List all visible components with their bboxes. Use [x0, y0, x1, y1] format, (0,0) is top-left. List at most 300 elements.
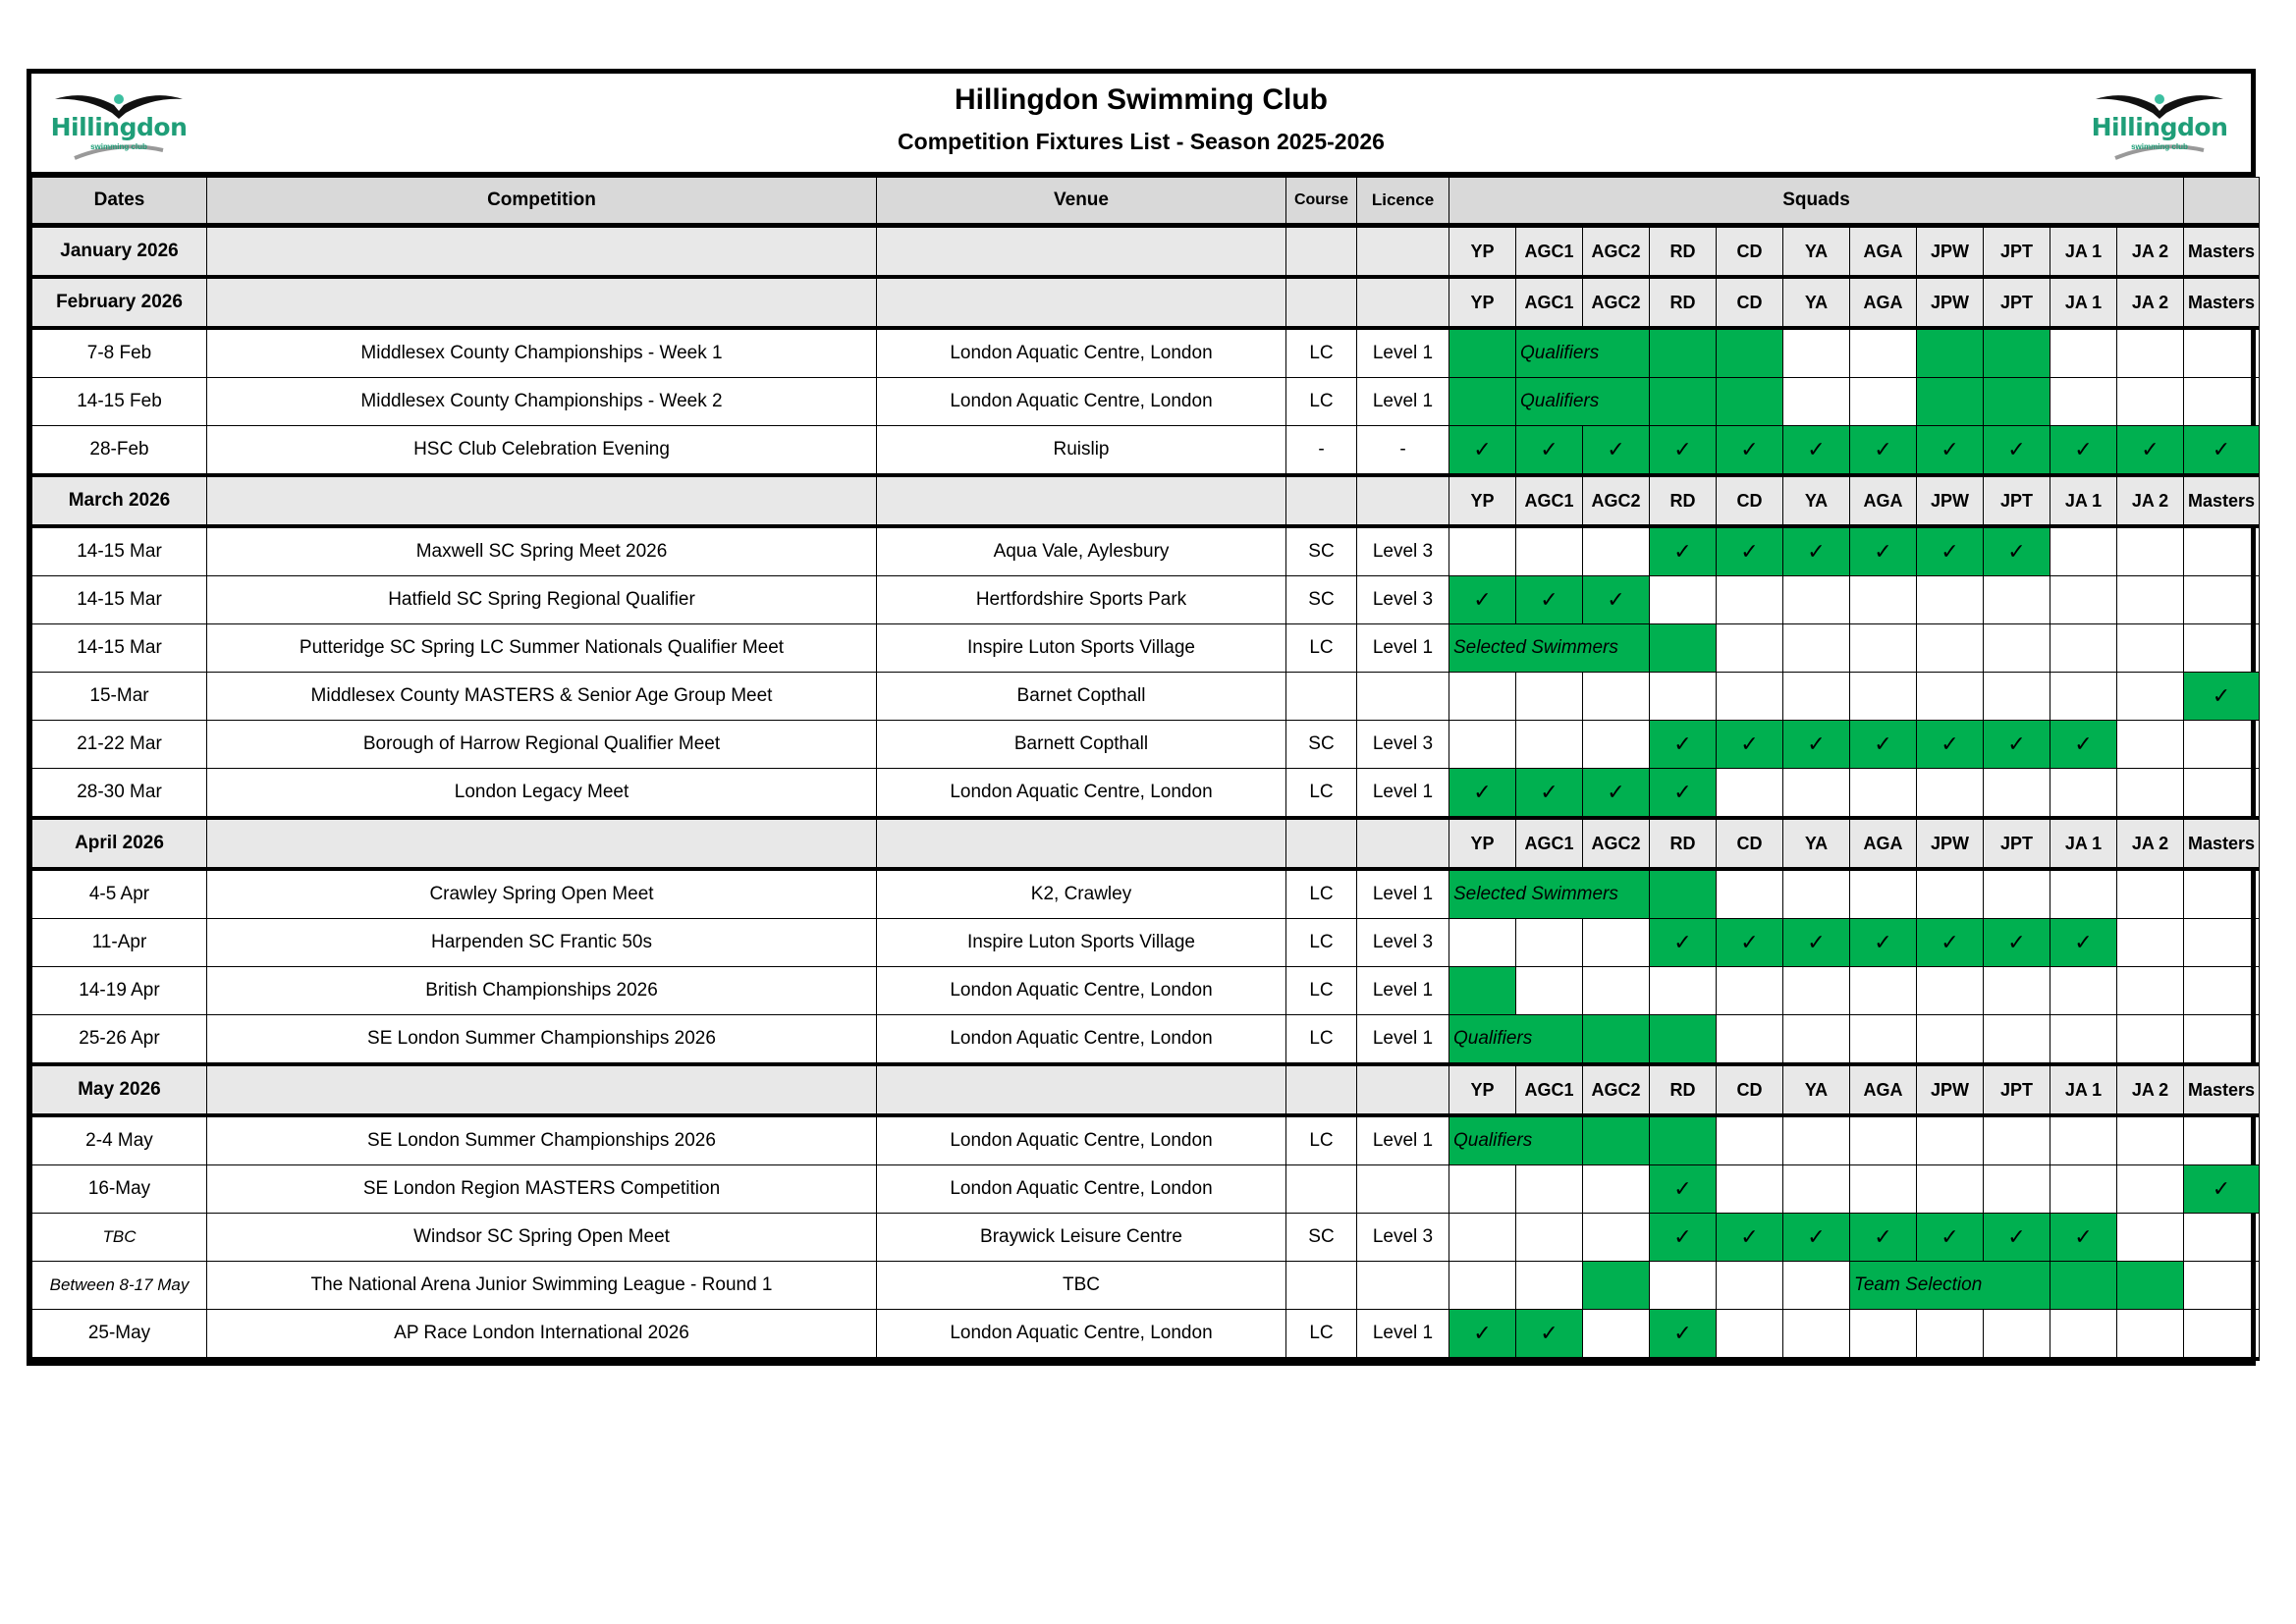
checkmark-icon: ✓: [2141, 437, 2159, 461]
squad-label-jpw: JPW: [1917, 226, 1984, 278]
squad-cell-rd-selected: [1650, 919, 1717, 967]
fixture-course: [1286, 1165, 1357, 1214]
squad-label-ya: YA: [1783, 226, 1850, 278]
fixture-competition: SE London Summer Championships 2026: [207, 1015, 877, 1065]
fixture-dates: 14-19 Apr: [32, 967, 207, 1015]
squad-cell-ja-2: [2117, 1015, 2184, 1065]
fixture-licence: Level 3: [1357, 576, 1449, 624]
squad-cell-rd-selected: [1650, 721, 1717, 769]
squad-cell-aga: [1850, 869, 1917, 919]
checkmark-icon: ✓: [1473, 437, 1492, 461]
checkmark-icon: ✓: [2007, 437, 2026, 461]
fixture-competition: AP Race London International 2026: [207, 1310, 877, 1360]
squad-cell-cd: [1717, 576, 1783, 624]
squad-label-rd: RD: [1650, 277, 1717, 328]
squad-label-aga: AGA: [1850, 226, 1917, 278]
squad-cell-ya: [1783, 769, 1850, 819]
squad-label-ja-1: JA 1: [2050, 1064, 2117, 1115]
fixture-licence: Level 1: [1357, 1310, 1449, 1360]
fixture-licence: Level 1: [1357, 1115, 1449, 1165]
squad-cell-masters: [2184, 967, 2260, 1015]
month-blank-cell: [1286, 818, 1357, 869]
squad-cell-jpw: [1917, 1165, 1984, 1214]
fixture-venue: Barnett Copthall: [877, 721, 1286, 769]
month-blank-cell: [207, 475, 877, 526]
fixture-row: [32, 526, 2260, 576]
squad-label-rd: RD: [1650, 818, 1717, 869]
fixture-competition: Middlesex County MASTERS & Senior Age Group Meet: [207, 673, 877, 721]
squad-cell-ja-1-selected: [2050, 721, 2117, 769]
squad-cell-jpw-selected: [1917, 328, 1984, 378]
squad-cell-aga: [1850, 1015, 1917, 1065]
checkmark-icon: ✓: [1807, 731, 1826, 756]
header-venue: Venue: [877, 178, 1286, 226]
squad-cell-masters: [2184, 1310, 2260, 1360]
squad-cell-ya: [1783, 1015, 1850, 1065]
squad-cell-rd-selected: [1650, 526, 1717, 576]
squad-cell-masters: [2184, 769, 2260, 819]
checkmark-icon: ✓: [2007, 539, 2026, 564]
squad-cell-ja-1: [2050, 1015, 2117, 1065]
squad-cell-yp: [1449, 919, 1516, 967]
squad-cell-yp: [1449, 1262, 1516, 1310]
squad-label-agc2: AGC2: [1583, 226, 1650, 278]
header-course: Course: [1286, 178, 1357, 226]
checkmark-icon: ✓: [1540, 1321, 1558, 1345]
squad-label-agc1: AGC1: [1516, 475, 1583, 526]
fixture-course: LC: [1286, 919, 1357, 967]
squad-label-jpw: JPW: [1917, 277, 1984, 328]
squad-cell-masters-selected: [2184, 426, 2260, 476]
fixture-licence: Level 1: [1357, 769, 1449, 819]
squad-cell-agc1-selected: [1516, 769, 1583, 819]
fixture-dates: 25-26 Apr: [32, 1015, 207, 1065]
squad-cell-agc2-selected: [1583, 1015, 1650, 1065]
month-blank-cell: [1357, 226, 1449, 278]
squad-cell-jpt: [1984, 769, 2050, 819]
squad-label-jpw: JPW: [1917, 818, 1984, 869]
squad-cell-ya: [1783, 624, 1850, 673]
squad-label-yp: YP: [1449, 818, 1516, 869]
squad-cell-ja-1-selected: [2050, 1262, 2117, 1310]
squad-cell-rd-selected: [1650, 624, 1717, 673]
squad-cell-rd: [1650, 673, 1717, 721]
squad-cell-aga-selected: [1850, 526, 1917, 576]
fixture-competition: Middlesex County Championships - Week 1: [207, 328, 877, 378]
month-header-row: [32, 226, 2260, 278]
squad-cell-cd-selected: [1717, 526, 1783, 576]
squad-cell-jpw: [1917, 1115, 1984, 1165]
fixture-dates: 14-15 Mar: [32, 624, 207, 673]
month-blank-cell: [207, 818, 877, 869]
checkmark-icon: ✓: [1807, 437, 1826, 461]
checkmark-icon: ✓: [1673, 437, 1692, 461]
squad-label-aga: AGA: [1850, 818, 1917, 869]
squad-cell-masters: [2184, 1015, 2260, 1065]
squad-cell-ya-selected: [1783, 526, 1850, 576]
squad-cell-ja-2: [2117, 576, 2184, 624]
squad-cell-jpt: [1984, 869, 2050, 919]
squad-cell-ya: [1783, 328, 1850, 378]
fixture-venue: Inspire Luton Sports Village: [877, 919, 1286, 967]
squad-label-rd: RD: [1650, 1064, 1717, 1115]
fixture-competition: Borough of Harrow Regional Qualifier Meet: [207, 721, 877, 769]
squad-cell-aga-selected: [1850, 919, 1917, 967]
squad-note-text: Qualifiers: [1453, 1028, 1533, 1049]
month-blank-cell: [1357, 818, 1449, 869]
squad-cell-jpw-selected: [1917, 919, 1984, 967]
checkmark-icon: ✓: [2212, 437, 2231, 461]
squad-cell-agc1-selected: [1516, 1310, 1583, 1360]
squad-cell-aga-selected: [1850, 426, 1917, 476]
checkmark-icon: ✓: [1607, 587, 1625, 612]
squad-cell-cd: [1717, 1115, 1783, 1165]
squad-cell-rd-selected: [1650, 1214, 1717, 1262]
fixture-dates: 14-15 Mar: [32, 526, 207, 576]
squad-cell-yp-selected: [1449, 378, 1516, 426]
squad-note-text: Selected Swimmers: [1453, 637, 1618, 658]
squad-cell-aga-selected: [1850, 721, 1917, 769]
fixture-licence: -: [1357, 426, 1449, 476]
squad-cell-rd-selected: [1650, 328, 1717, 378]
fixture-licence: Level 3: [1357, 1214, 1449, 1262]
squad-cell-jpw: [1917, 967, 1984, 1015]
squad-cell-masters: [2184, 721, 2260, 769]
squad-cell-rd-selected: [1650, 769, 1717, 819]
squad-cell-agc2-selected: [1583, 576, 1650, 624]
fixture-row: [32, 328, 2260, 378]
squad-cell-yp: [1449, 673, 1516, 721]
squad-cell-masters: [2184, 624, 2260, 673]
checkmark-icon: ✓: [1673, 1321, 1692, 1345]
fixture-dates: TBC: [32, 1214, 207, 1262]
squad-cell-ja-2: [2117, 869, 2184, 919]
fixture-dates: 21-22 Mar: [32, 721, 207, 769]
checkmark-icon: ✓: [1807, 1224, 1826, 1249]
fixture-competition: Maxwell SC Spring Meet 2026: [207, 526, 877, 576]
squad-cell-ya: [1783, 869, 1850, 919]
squad-cell-rd-selected: [1650, 1115, 1717, 1165]
squad-cell-ya-selected: [1783, 919, 1850, 967]
squad-cell-aga: [1850, 378, 1917, 426]
fixture-competition: Hatfield SC Spring Regional Qualifier: [207, 576, 877, 624]
squad-note-text: Team Selection: [1854, 1274, 1983, 1295]
checkmark-icon: ✓: [1941, 437, 1959, 461]
squad-note-text: Selected Swimmers: [1453, 884, 1618, 904]
checkmark-icon: ✓: [1874, 731, 1892, 756]
squad-cell-agc2-selected: [1583, 426, 1650, 476]
squad-cell-aga-selected: [1850, 1214, 1917, 1262]
squad-cell-cd-selected: [1717, 1214, 1783, 1262]
fixture-venue: Hertfordshire Sports Park: [877, 576, 1286, 624]
squad-cell-jpw-selected: [1917, 426, 1984, 476]
squad-label-yp: YP: [1449, 1064, 1516, 1115]
fixture-course: LC: [1286, 378, 1357, 426]
squad-cell-ja-1-selected: [2050, 426, 2117, 476]
month-blank-cell: [1286, 226, 1357, 278]
month-blank-cell: [207, 277, 877, 328]
squad-cell-ya: [1783, 673, 1850, 721]
squad-cell-rd: [1650, 576, 1717, 624]
squad-note-cell: [1449, 1115, 1583, 1165]
squad-cell-agc2-selected: [1583, 1262, 1650, 1310]
squad-label-agc1: AGC1: [1516, 226, 1583, 278]
squad-cell-ja-1: [2050, 576, 2117, 624]
squad-cell-jpt: [1984, 1310, 2050, 1360]
fixture-row: [32, 769, 2260, 819]
squad-cell-agc1: [1516, 673, 1583, 721]
month-label: April 2026: [32, 818, 207, 869]
fixture-competition: Middlesex County Championships - Week 2: [207, 378, 877, 426]
squad-cell-masters: [2184, 1262, 2260, 1310]
squad-cell-yp-selected: [1449, 426, 1516, 476]
squad-cell-yp: [1449, 526, 1516, 576]
checkmark-icon: ✓: [1673, 731, 1692, 756]
checkmark-icon: ✓: [1807, 539, 1826, 564]
squad-cell-jpt: [1984, 673, 2050, 721]
fixture-venue: London Aquatic Centre, London: [877, 1310, 1286, 1360]
squad-cell-ja-2-selected: [2117, 426, 2184, 476]
squad-cell-masters: [2184, 919, 2260, 967]
squad-cell-ja-1: [2050, 1165, 2117, 1214]
squad-cell-ja-1: [2050, 673, 2117, 721]
fixture-licence: Level 3: [1357, 919, 1449, 967]
squad-label-masters: Masters: [2184, 226, 2260, 278]
squad-cell-ya: [1783, 1262, 1850, 1310]
fixture-competition: HSC Club Celebration Evening: [207, 426, 877, 476]
squad-cell-masters-selected: [2184, 1165, 2260, 1214]
squad-label-ya: YA: [1783, 277, 1850, 328]
checkmark-icon: ✓: [1740, 1224, 1759, 1249]
squad-cell-jpt-selected: [1984, 721, 2050, 769]
squad-cell-yp-selected: [1449, 967, 1516, 1015]
squad-label-ya: YA: [1783, 818, 1850, 869]
fixture-row: [32, 1015, 2260, 1065]
checkmark-icon: ✓: [1473, 1321, 1492, 1345]
club-logo-right: [2086, 85, 2233, 164]
squad-label-ja-1: JA 1: [2050, 277, 2117, 328]
checkmark-icon: ✓: [2074, 731, 2093, 756]
logo-wordmark: Hillingdon: [2091, 113, 2228, 141]
squad-label-jpt: JPT: [1984, 1064, 2050, 1115]
squad-label-yp: YP: [1449, 475, 1516, 526]
squad-cell-agc1-selected: [1516, 426, 1583, 476]
squad-cell-masters: [2184, 1214, 2260, 1262]
checkmark-icon: ✓: [1540, 437, 1558, 461]
page-subtitle: Competition Fixtures List - Season 2025-2026: [898, 129, 1385, 154]
squad-cell-jpt-selected: [1984, 1214, 2050, 1262]
squad-label-ja-2: JA 2: [2117, 226, 2184, 278]
month-blank-cell: [1286, 1064, 1357, 1115]
fixture-competition: British Championships 2026: [207, 967, 877, 1015]
squad-cell-ya-selected: [1783, 1214, 1850, 1262]
squad-cell-ja-2: [2117, 919, 2184, 967]
squad-cell-ja-2: [2117, 1310, 2184, 1360]
squad-label-agc1: AGC1: [1516, 1064, 1583, 1115]
checkmark-icon: ✓: [1540, 780, 1558, 804]
squad-note-text: Qualifiers: [1520, 343, 1600, 363]
header-competition: Competition: [207, 178, 877, 226]
month-blank-cell: [1357, 1064, 1449, 1115]
squad-cell-rd: [1650, 967, 1717, 1015]
squad-label-rd: RD: [1650, 475, 1717, 526]
squad-cell-yp: [1449, 1214, 1516, 1262]
squad-cell-aga: [1850, 967, 1917, 1015]
fixture-dates: 28-30 Mar: [32, 769, 207, 819]
table-header-row: [32, 178, 2260, 226]
squad-cell-jpw: [1917, 769, 1984, 819]
squad-cell-cd-selected: [1717, 328, 1783, 378]
squad-label-agc1: AGC1: [1516, 818, 1583, 869]
fixture-licence: [1357, 673, 1449, 721]
checkmark-icon: ✓: [2007, 731, 2026, 756]
squad-cell-jpt: [1984, 1165, 2050, 1214]
fixture-row: [32, 1115, 2260, 1165]
squad-label-jpw: JPW: [1917, 475, 1984, 526]
squad-cell-aga: [1850, 769, 1917, 819]
squad-cell-agc2: [1583, 919, 1650, 967]
fixture-venue: Barnet Copthall: [877, 673, 1286, 721]
checkmark-icon: ✓: [1941, 1224, 1959, 1249]
fixture-row: [32, 1214, 2260, 1262]
fixture-course: [1286, 673, 1357, 721]
fixture-course: LC: [1286, 328, 1357, 378]
squad-cell-cd-selected: [1717, 426, 1783, 476]
fixture-licence: Level 3: [1357, 526, 1449, 576]
squad-cell-masters: [2184, 869, 2260, 919]
squad-label-aga: AGA: [1850, 475, 1917, 526]
fixture-licence: Level 1: [1357, 869, 1449, 919]
squad-cell-masters: [2184, 378, 2260, 426]
squad-cell-masters: [2184, 526, 2260, 576]
squad-cell-ja-1: [2050, 624, 2117, 673]
fixture-venue: Braywick Leisure Centre: [877, 1214, 1286, 1262]
checkmark-icon: ✓: [1807, 930, 1826, 954]
squad-label-cd: CD: [1717, 277, 1783, 328]
checkmark-icon: ✓: [1874, 930, 1892, 954]
squad-cell-aga: [1850, 1165, 1917, 1214]
squad-cell-aga: [1850, 1310, 1917, 1360]
title-block: [31, 74, 2251, 177]
squad-label-rd: RD: [1650, 226, 1717, 278]
squad-cell-agc2: [1583, 1310, 1650, 1360]
fixture-licence: Level 3: [1357, 721, 1449, 769]
squad-label-ja-1: JA 1: [2050, 818, 2117, 869]
fixture-competition: Putteridge SC Spring LC Summer Nationals Qualifier Meet: [207, 624, 877, 673]
squad-cell-ja-1: [2050, 1310, 2117, 1360]
squad-cell-aga: [1850, 1115, 1917, 1165]
squad-label-jpt: JPT: [1984, 277, 2050, 328]
squad-label-agc2: AGC2: [1583, 475, 1650, 526]
squad-cell-agc1: [1516, 721, 1583, 769]
fixture-licence: [1357, 1262, 1449, 1310]
squad-label-cd: CD: [1717, 475, 1783, 526]
squad-cell-agc2-selected: [1583, 1115, 1650, 1165]
squad-cell-ja-2: [2117, 967, 2184, 1015]
month-header-row: [32, 277, 2260, 328]
checkmark-icon: ✓: [1740, 930, 1759, 954]
squad-note-cell: [1516, 328, 1650, 378]
squad-label-aga: AGA: [1850, 1064, 1917, 1115]
checkmark-icon: ✓: [1673, 780, 1692, 804]
checkmark-icon: ✓: [2212, 683, 2231, 708]
month-blank-cell: [877, 1064, 1286, 1115]
fixture-dates: Between 8-17 May: [32, 1262, 207, 1310]
checkmark-icon: ✓: [1673, 1176, 1692, 1201]
squad-cell-ja-1-selected: [2050, 1214, 2117, 1262]
fixture-course: LC: [1286, 967, 1357, 1015]
squad-cell-rd-selected: [1650, 378, 1717, 426]
squad-cell-cd-selected: [1717, 378, 1783, 426]
squad-cell-ya: [1783, 1115, 1850, 1165]
logo-tagline: swimming club: [90, 142, 147, 151]
squad-cell-ja-2: [2117, 1214, 2184, 1262]
squad-cell-cd-selected: [1717, 919, 1783, 967]
squad-label-masters: Masters: [2184, 818, 2260, 869]
fixture-row: [32, 378, 2260, 426]
squad-cell-jpt: [1984, 967, 2050, 1015]
squad-cell-ja-1-selected: [2050, 919, 2117, 967]
fixture-venue: K2, Crawley: [877, 869, 1286, 919]
checkmark-icon: ✓: [2212, 1176, 2231, 1201]
squad-cell-ja-2: [2117, 328, 2184, 378]
fixture-row: [32, 1310, 2260, 1360]
squad-cell-masters-selected: [2184, 673, 2260, 721]
squad-label-ja-2: JA 2: [2117, 1064, 2184, 1115]
fixture-row: [32, 673, 2260, 721]
squad-cell-ja-2: [2117, 721, 2184, 769]
squad-cell-yp-selected: [1449, 1310, 1516, 1360]
squad-label-jpw: JPW: [1917, 1064, 1984, 1115]
squad-cell-ya: [1783, 378, 1850, 426]
squad-cell-masters: [2184, 1115, 2260, 1165]
squad-cell-cd: [1717, 1262, 1783, 1310]
fixture-row: [32, 1165, 2260, 1214]
squad-cell-jpt-selected: [1984, 328, 2050, 378]
squad-label-jpt: JPT: [1984, 818, 2050, 869]
logo-wordmark: Hillingdon: [50, 113, 188, 141]
month-blank-cell: [877, 226, 1286, 278]
fixture-venue: London Aquatic Centre, London: [877, 378, 1286, 426]
squad-cell-ja-1: [2050, 328, 2117, 378]
squad-cell-yp-selected: [1449, 328, 1516, 378]
squad-cell-ja-1: [2050, 378, 2117, 426]
fixture-dates: 4-5 Apr: [32, 869, 207, 919]
fixture-row: [32, 721, 2260, 769]
squad-cell-jpw: [1917, 624, 1984, 673]
fixture-course: LC: [1286, 624, 1357, 673]
squad-cell-cd: [1717, 967, 1783, 1015]
header-squads-masters-blank: [2184, 178, 2260, 226]
squad-cell-agc2: [1583, 526, 1650, 576]
month-header-row: [32, 1064, 2260, 1115]
squad-cell-ya-selected: [1783, 426, 1850, 476]
fixture-venue: London Aquatic Centre, London: [877, 328, 1286, 378]
squad-cell-cd: [1717, 1310, 1783, 1360]
squad-cell-jpw: [1917, 673, 1984, 721]
month-header-row: [32, 818, 2260, 869]
fixture-competition: SE London Region MASTERS Competition: [207, 1165, 877, 1214]
fixture-dates: 16-May: [32, 1165, 207, 1214]
squad-cell-ja-1: [2050, 869, 2117, 919]
fixture-venue: London Aquatic Centre, London: [877, 769, 1286, 819]
squad-note-text: Qualifiers: [1453, 1130, 1533, 1151]
fixture-licence: Level 1: [1357, 967, 1449, 1015]
fixtures-table: [31, 177, 2260, 1361]
checkmark-icon: ✓: [1874, 539, 1892, 564]
fixture-row: [32, 967, 2260, 1015]
squad-label-ja-2: JA 2: [2117, 475, 2184, 526]
